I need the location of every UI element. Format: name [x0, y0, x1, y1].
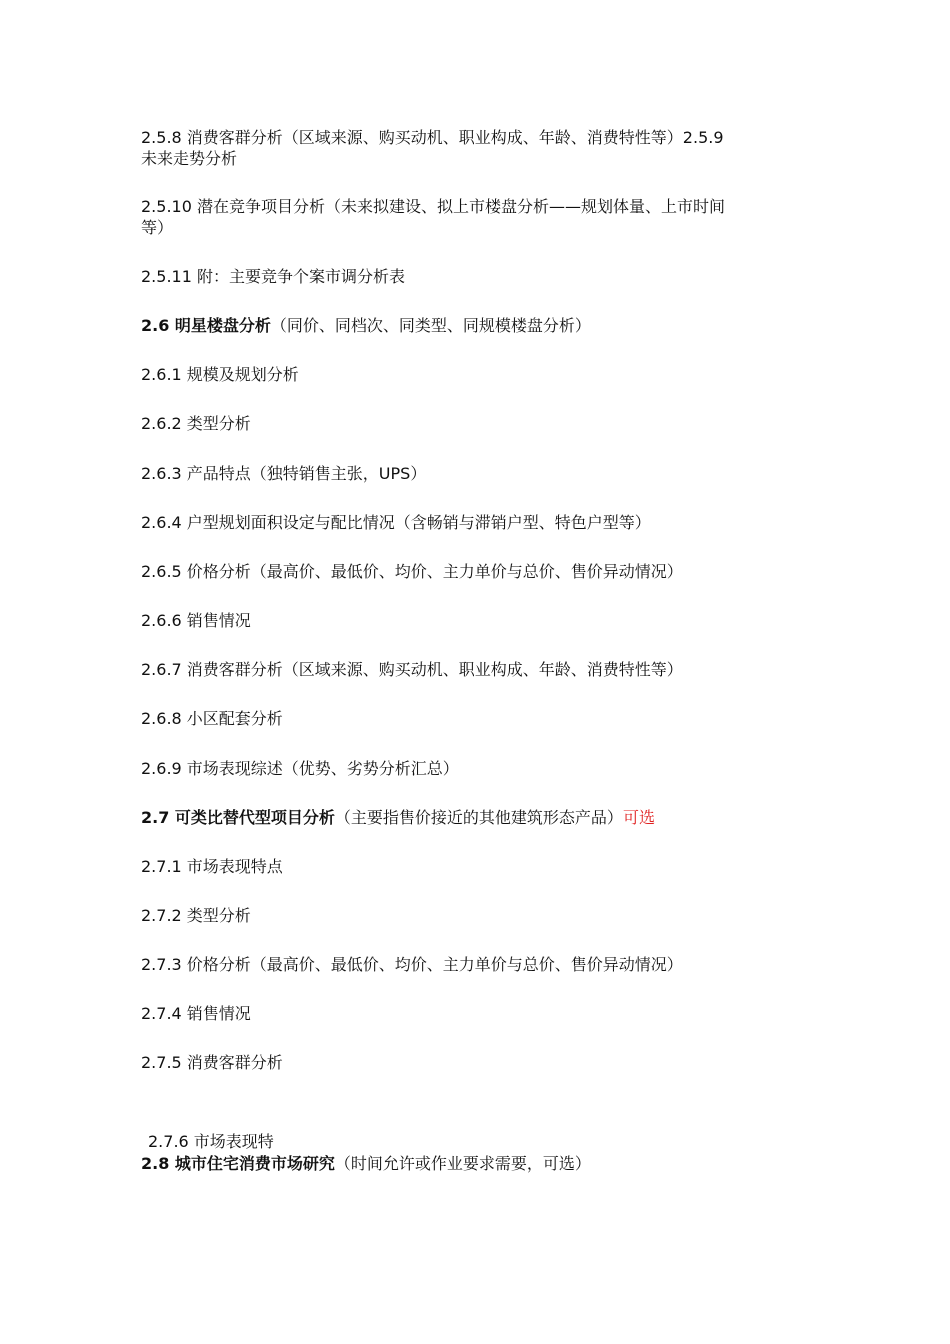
item-2-6-2: 2.6.2 类型分析	[141, 414, 251, 433]
section-heading-2-8	[141, 1153, 591, 1174]
item-2-7-3: 2.7.3 价格分析（最高价、最低价、均价、主力单价与总价、售价异动情况）	[141, 955, 683, 974]
section-heading-2-7	[141, 807, 655, 828]
item-2-5-10-continuation: 等）	[141, 218, 174, 237]
item-2-5-9-continuation: 未来走势分析	[141, 149, 238, 168]
item-2-6-9: 2.6.9 市场表现综述（优势、劣势分析汇总）	[141, 759, 459, 778]
item-2-6-1: 2.6.1 规模及规划分析	[141, 365, 299, 384]
heading-note: （主要指售价接近的其他建筑形态产品）	[334, 808, 623, 827]
heading-title: 2.8 城市住宅消费市场研究	[141, 1154, 335, 1173]
section-heading-2-6	[141, 315, 591, 336]
optional-tag: 可选	[622, 808, 655, 827]
heading-title: 2.7 可类比替代型项目分析	[141, 808, 335, 827]
item-2-6-7: 2.6.7 消费客群分析（区域来源、购买动机、职业构成、年龄、消费特性等）	[141, 660, 683, 679]
heading-note: （同价、同档次、同类型、同规模楼盘分析）	[270, 316, 591, 335]
item-2-7-1: 2.7.1 市场表现特点	[141, 857, 283, 876]
item-2-6-6: 2.6.6 销售情况	[141, 611, 251, 630]
item-2-6-5: 2.6.5 价格分析（最高价、最低价、均价、主力单价与总价、售价异动情况）	[141, 562, 683, 581]
heading-title: 2.6 明星楼盘分析	[141, 316, 271, 335]
item-2-5-11: 2.5.11 附：主要竞争个案市调分析表	[141, 267, 405, 286]
item-2-7-5: 2.7.5 消费客群分析	[141, 1053, 283, 1072]
item-2-7-4: 2.7.4 销售情况	[141, 1004, 251, 1023]
item-2-5-8: 2.5.8 消费客群分析（区域来源、购买动机、职业构成、年龄、消费特性等）2.5.9	[141, 128, 724, 147]
item-2-5-10: 2.5.10 潜在竞争项目分析（未来拟建设、拟上市楼盘分析——规划体量、上市时间	[141, 197, 725, 216]
item-2-6-4: 2.6.4 户型规划面积设定与配比情况（含畅销与滞销户型、特色户型等）	[141, 513, 651, 532]
item-2-7-6: 2.7.6 市场表现特	[148, 1132, 274, 1151]
heading-note: （时间允许或作业要求需要，可选）	[334, 1154, 591, 1173]
item-2-6-8: 2.6.8 小区配套分析	[141, 709, 283, 728]
item-2-7-2: 2.7.2 类型分析	[141, 906, 251, 925]
item-2-6-3: 2.6.3 产品特点（独特销售主张，UPS）	[141, 464, 427, 483]
